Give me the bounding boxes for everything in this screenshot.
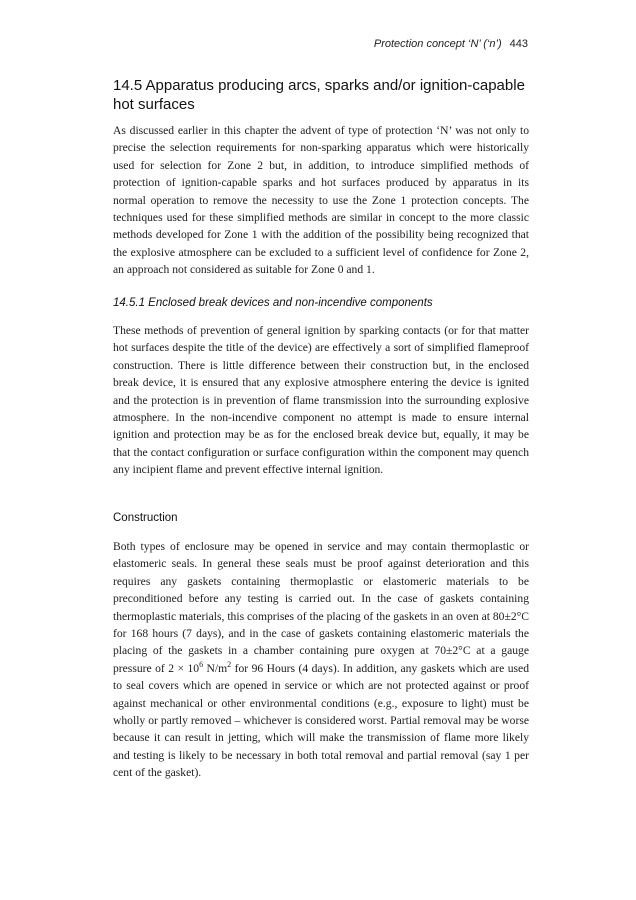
- page-number: 443: [509, 38, 528, 50]
- section-title: 14.5 Apparatus producing arcs, sparks and/or ignition-capable hot surfaces: [113, 77, 525, 113]
- running-header-title: Protection concept ‘N’ (‘n’): [373, 38, 502, 50]
- construction-text-b: N/m: [203, 661, 228, 675]
- construction-heading: Construction: [113, 512, 178, 524]
- running-header: [330, 38, 528, 50]
- subsection-title: 14.5.1 Enclosed break devices and non-incendive components: [113, 297, 433, 309]
- construction-text-c: for 96 Hours (4 days). In addition, any gaskets which are used to seal covers which are opened in service or which are not protected against or proof against mechanical or other environmental conditions (e.g., exposure to light) must be wholly or partly removed – whichever is considered worst. Partial removal may be worse because it can result in jetting, which will make the transmission of flame more likely and testing is likely to be necessary in both total removal and partial removal (say 1 per cent of the gasket).: [113, 661, 530, 780]
- construction-text-a: Both types of enclosure may be opened in service and may contain thermoplastic or elastomeric seals. In general these seals must be proof against deterioration and this requires any gaskets containing thermoplastic or elastomeric materials to be preconditioned before any testing is carried out. In the case of gaskets containing thermoplastic materials, this comprises of the placing of the gaskets in an oven at 80±2°C for 168 hours (7 days), and in the case of gaskets containing elastomeric materials the placing of the gaskets in a chamber containing pure oxygen at 70±2°C at a gauge pressure of 2 × 10: [113, 540, 529, 675]
- paragraph-methods: These methods of prevention of general ignition by sparking contacts (or for that matter hot surfaces despite the title of the device) are effectively a sort of simplified flameproof construction. There is little difference between their construction but, in the enclosed break device, it is ensured that any explosive atmosphere entering the device is ignited and the protection is in prevention of flame transmission into the surrounding explosive atmosphere. In the non-incendive component no attempt is made to ensure internal ignition and protection may be as for the enclosed break device but, equally, it may be that the contact configuration or surface configuration within the component may quench any incipient flame and prevent effective internal ignition.: [113, 324, 529, 477]
- paragraph-construction: [113, 538, 529, 782]
- exponent-six: 6: [199, 659, 204, 669]
- exponent-two: 2: [227, 659, 232, 669]
- paragraph-intro: As discussed earlier in this chapter the advent of type of protection ‘N’ was not only to precise the selection requirements for non-sparking apparatus which were historically used for selection for Zone 2 but, in addition, to introduce simplified methods of protection of ignition-capable sparks and hot surfaces produced by apparatus in its normal operation to remove the necessity to use the Zone 1 protection concepts. The techniques used for these simplified methods are similar in concept to the more classic methods developed for Zone 1 with the addition of the possibility being recognized that the explosive atmosphere can be excluded to a sufficient level of confidence for Zone 2, an approach not considered as suitable for Zone 0 and 1.: [113, 124, 529, 277]
